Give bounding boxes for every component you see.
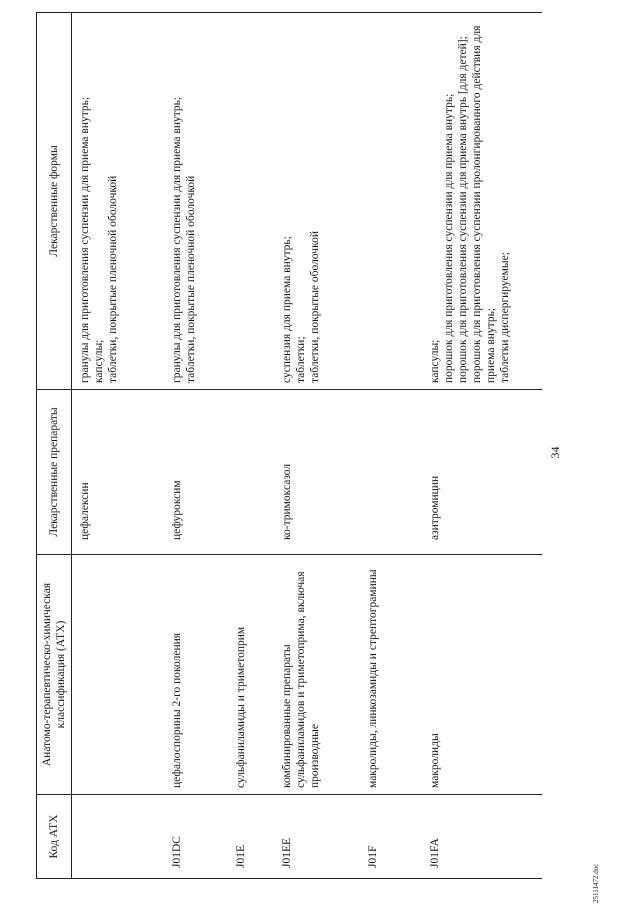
classification-cell: сульфаниламиды и триметоприм [228,555,274,795]
forms-cell [360,13,422,390]
classification-cell [72,555,164,795]
classification-cell: цефалоспорины 2-го поколения [164,555,228,795]
dosage-form-line: таблетки, покрытые оболочкой [308,231,321,383]
drug-cell: цефалексин [72,390,164,555]
document-footer: 25111472.doc [592,863,600,903]
drug-cell: ко-тримоксазол [274,390,360,555]
dosage-form-line: таблетки, покрытые пленочной оболочкой [107,175,120,383]
header-classification: Анатомо-терапевтическо-химическая классификация (АТХ) [37,555,72,795]
dosage-form-line: гранулы для приготовления суспензии для приема внутрь; [170,96,183,383]
forms-cell [164,13,228,390]
table-header-row [37,13,72,879]
atc-code-cell: J01F [360,795,422,879]
dosage-form-line: порошок для приготовления суспензии для приема внутрь; [442,93,455,383]
dosage-form-line: гранулы для приготовления суспензии для приема внутрь; [79,96,92,383]
forms-cell [422,13,542,390]
forms-cell [274,13,360,390]
atc-code-cell: J01FA [422,795,542,879]
drug-cell [360,390,422,555]
table-row [360,13,422,879]
dosage-form-line: таблетки, покрытые пленочной оболочкой [184,175,197,383]
atc-code-cell [72,795,164,879]
header-drugs: Лекарственные препараты [37,390,72,555]
drug-cell: цефуроксим [164,390,228,555]
dosage-form-line: порошок для приготовления суспензии для приема внутрь [для детей]; [456,36,469,383]
table-body [72,13,542,879]
drug-cell [228,390,274,555]
table-row [274,13,360,879]
header-forms: Лекарственные формы [37,13,72,390]
table-row [422,13,542,879]
dosage-form-line: таблетки диспергируемые; [498,252,511,383]
dosage-form-line: таблетки; [294,336,307,383]
drug-cell: азитромицин [422,390,542,555]
table-row [72,13,164,879]
table-row [164,13,228,879]
classification-cell: комбинированные препараты сульфаниламидов и триметоприма, включая производные [274,555,360,795]
dosage-form-line: суспензия для приема внутрь; [280,236,293,383]
header-code: Код АТХ [37,795,72,879]
atc-code-cell: J01DC [164,795,228,879]
atc-table [36,12,542,879]
forms-cell [228,13,274,390]
classification-cell: макролиды [422,555,542,795]
table-row [228,13,274,879]
atc-code-cell: J01EE [274,795,360,879]
atc-code-cell: J01E [228,795,274,879]
dosage-form-line: капсулы; [93,339,106,383]
classification-cell: макролиды, линкозамиды и стрептограмины [360,555,422,795]
dosage-form-line: капсулы; [428,339,441,383]
page-number: 34 [548,446,562,459]
forms-cell [72,13,164,390]
dosage-form-line: порошок для приготовления суспензии пролонгированного действия для приема внутрь; [470,25,497,383]
